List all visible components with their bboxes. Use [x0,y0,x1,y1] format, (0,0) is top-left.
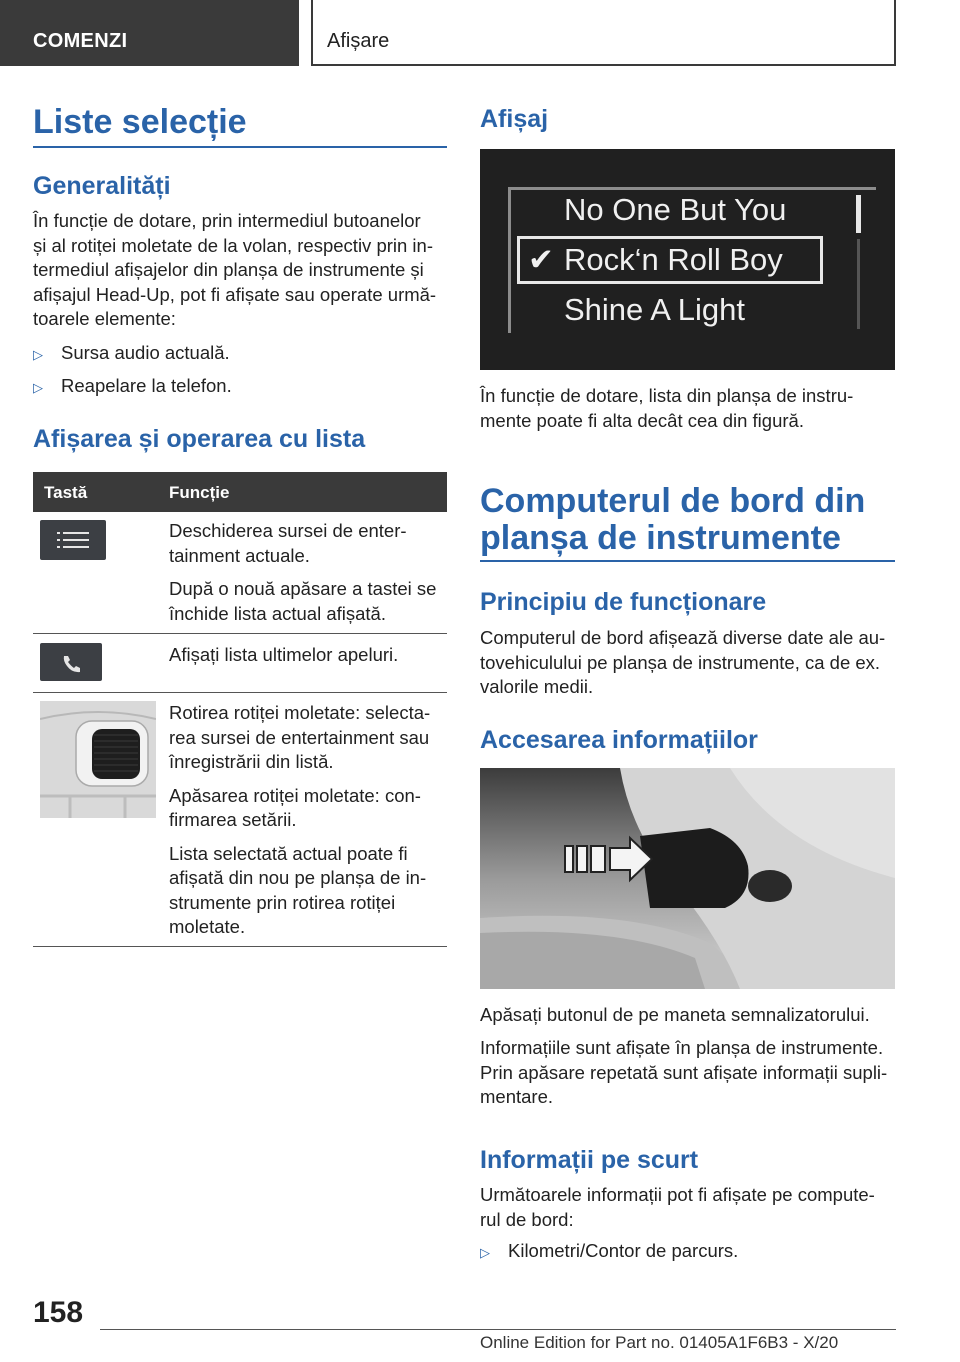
short-paragraph [480,1183,875,1232]
phone-icon [40,643,102,681]
table-header [33,472,447,512]
display-list-image [480,149,895,370]
text-line: moletate. [169,916,246,937]
general-paragraph [33,209,436,332]
header-section-tab [0,0,299,66]
text-line: Apăsarea rotiței moletate: con- [169,784,421,806]
text-line: Rotirea rotiței moletate: selecta- [169,702,431,723]
text-line: și al rotiței moletate de la volan, respectiv prin in- [33,234,433,256]
display-item-2: Rock‘n Roll Boy [564,242,783,277]
display-scrollbar-thumb [856,195,861,233]
text-line: termediul afișajelor din planșa de instrumente și [33,259,424,280]
header-chapter-label: Afișare [327,30,390,52]
list-item [33,342,230,364]
principle-heading: Principiu de funcționare [480,588,767,616]
row-divider [33,633,447,634]
bullet-text: Sursa audio actuală. [61,342,230,363]
text-line: mentare. [480,1086,554,1107]
list-item [33,375,232,397]
text-line: tainment actuale. [169,544,310,566]
title-rule [33,146,447,148]
row2-description [169,643,398,668]
general-heading: Generalități [33,172,171,200]
text-line: rea sursei de entertainment sau [169,726,430,748]
text-line: înregistrării din listă. [169,751,334,772]
text-line: Lista selectată actual poate fi [169,842,408,864]
afisaj-paragraph [480,384,853,433]
text-line: Apăsați butonul de pe maneta semnalizatorului. [480,1004,870,1025]
title-line: planșa de instrumente [480,519,841,557]
row3-description [169,701,430,940]
text-line: strumente prin rotirea rotiței [169,891,396,913]
bullet-text: Reapelare la telefon. [61,375,232,396]
computer-title [480,483,865,557]
title-line: Computerul de bord din [480,482,866,520]
text-line: închide lista actual afișată. [169,602,386,624]
text-line: Deschiderea sursei de enter- [169,520,407,541]
display-operate-heading: Afișarea și operarea cu lista [33,425,366,453]
bullet-triangle-icon: ▷ [33,347,43,362]
text-line: Următoarele informații pot fi afișate pe compute- [480,1184,875,1205]
text-line: Prin apăsare repetată sunt afișate informații supli- [480,1061,888,1083]
text-line: afișajul Head-Up, pot fi afișate sau operate urmă- [33,283,437,305]
text-line: firmarea setării. [169,809,297,830]
indicator-stalk-image [480,768,895,989]
text-line: În funcție de dotare, lista din planșa de instru- [480,385,854,406]
access-paragraph-2 [480,1036,887,1110]
access-heading: Accesarea informațiilor [480,726,758,754]
col-function-header: Funcție [169,483,230,502]
text-line: Afișați lista ultimelor apeluri. [169,644,399,665]
display-check-icon: ✔ [528,242,554,277]
text-line: În funcție de dotare, prin intermediul butoanelor [33,210,421,231]
page-number: 158 [33,1296,84,1329]
text-line: Informațiile sunt afișate în planșa de instrumente. [480,1037,884,1058]
text-line: După o nouă apăsare a tastei se [169,578,437,599]
text-line: Computerul de bord afișează diverse date ale au- [480,627,886,648]
text-line: mente poate fi alta decât cea din figură. [480,409,804,431]
access-paragraph-1 [480,1003,870,1028]
header-chapter-tab [311,0,896,66]
text-line: toarele elemente: [33,308,176,329]
page-title: Liste selecție [33,103,247,141]
bullet-triangle-icon: ▷ [33,380,43,395]
row-divider [33,692,447,693]
header-section-label: COMENZI [33,30,128,52]
row1-description [169,519,436,626]
footer-rule [100,1329,896,1330]
col-key-header: Tastă [44,483,88,502]
list-icon [40,520,106,560]
bullet-triangle-icon: ▷ [480,1245,490,1260]
thumbwheel-image [40,701,156,818]
bullet-text: Kilometri/Contor de parcurs. [508,1240,739,1261]
principle-paragraph [480,626,885,700]
footer-edition: Online Edition for Part no. 01405A1F6B3 - X/20 [480,1333,839,1352]
short-heading: Informații pe scurt [480,1146,699,1174]
afisaj-heading: Afișaj [480,105,549,133]
text-line: tovehiculului pe planșa de instrumente, ca de ex. [480,651,881,673]
display-scrollbar-track [857,239,860,329]
display-item-3: Shine A Light [564,292,745,327]
display-item-1: No One But You [564,192,787,227]
text-line: valorile medii. [480,676,594,697]
title-rule [480,560,895,562]
text-line: rul de bord: [480,1208,574,1230]
row-divider [33,946,447,947]
text-line: afișată din nou pe planșa de in- [169,867,427,888]
list-item [480,1240,738,1262]
